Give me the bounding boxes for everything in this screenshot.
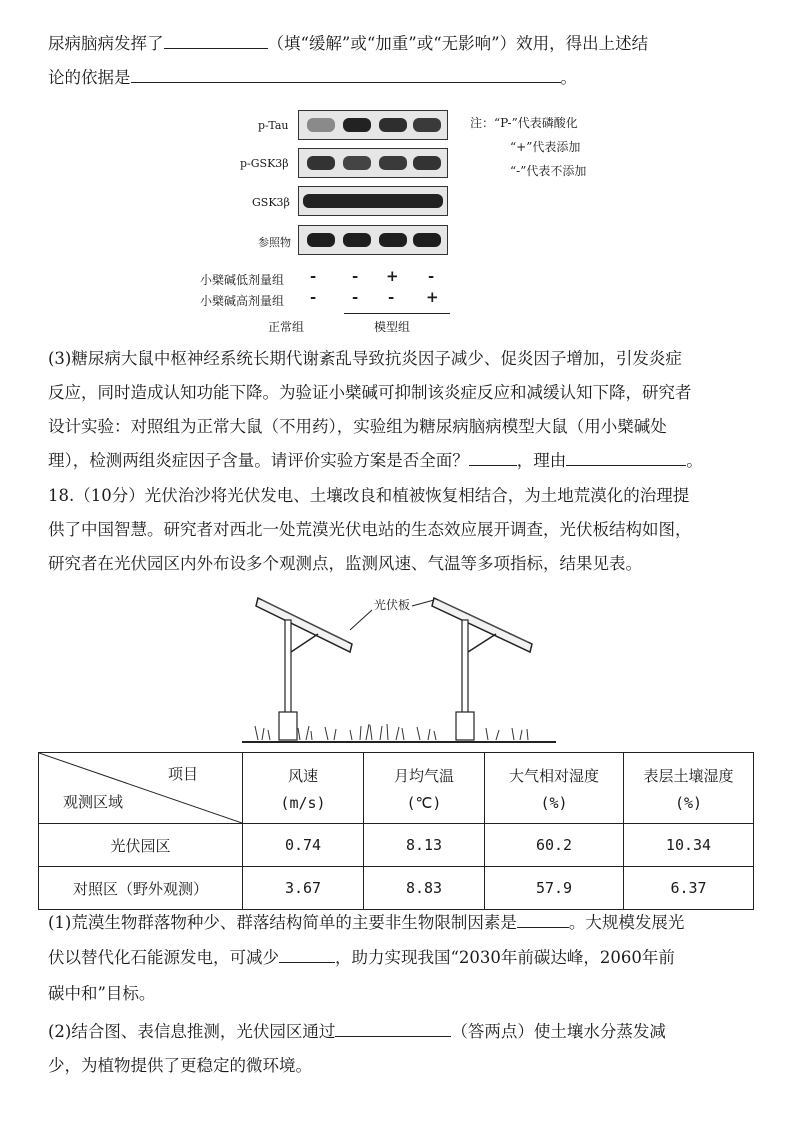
blot-band bbox=[303, 194, 443, 208]
text-fragment: 。 bbox=[686, 451, 703, 470]
value-cell: 6.37 bbox=[624, 867, 754, 910]
table-corner-cell bbox=[39, 753, 243, 824]
blot-band bbox=[413, 118, 441, 132]
question-text: 设计实验：对照组为正常大鼠（不用药），实验组为糖尿病脑病模型大鼠（用小檗碱处 bbox=[48, 417, 667, 436]
blot-strip bbox=[298, 148, 448, 178]
column-header bbox=[243, 753, 364, 824]
text-line bbox=[48, 913, 684, 933]
blot-band bbox=[379, 118, 407, 132]
text-fragment: (1)荒漠生物群落物种少、群落结构简单的主要非生物限制因素是 bbox=[48, 913, 517, 932]
value-cell: 0.74 bbox=[243, 824, 364, 867]
panel-brace bbox=[291, 634, 318, 652]
corner-bottom-label: 观测区域 bbox=[63, 793, 124, 811]
blot-band bbox=[379, 156, 407, 170]
value-cell: 8.13 bbox=[364, 824, 485, 867]
panel-post bbox=[285, 620, 291, 716]
panel-line bbox=[438, 600, 528, 642]
text-fragment: (2)结合图、表信息推测，光伏园区通过 bbox=[48, 1022, 336, 1041]
text-fragment: 。 bbox=[560, 68, 577, 87]
column-unit: (℃) bbox=[406, 793, 442, 812]
treatment-sign: - bbox=[310, 267, 317, 285]
column-unit: (%) bbox=[674, 793, 703, 812]
treatment-sign: + bbox=[426, 288, 439, 306]
label-leader bbox=[412, 600, 434, 606]
treatment-sign: + bbox=[386, 267, 399, 285]
solar-panel-label: 光伏板 bbox=[374, 598, 411, 612]
question-text: 碳中和”目标。 bbox=[48, 984, 156, 1003]
text-fragment: 。大规模发展光 bbox=[568, 913, 685, 932]
value-cell: 60.2 bbox=[485, 824, 624, 867]
blot-strip bbox=[298, 110, 448, 140]
text-line bbox=[48, 34, 648, 54]
blot-note: “-”代表不添加 bbox=[510, 164, 587, 178]
text-fragment: 伏以替代化石能源发电，可减少 bbox=[48, 948, 279, 967]
corner-top-label: 项目 bbox=[167, 765, 198, 783]
question-text: 供了中国智慧。研究者对西北一处荒漠光伏电站的生态效应展开调查，光伏板结构如图， bbox=[48, 520, 692, 539]
column-unit: (%) bbox=[540, 793, 568, 812]
blot-band bbox=[413, 156, 441, 170]
group-label: 模型组 bbox=[374, 320, 411, 334]
text-fragment: 论的依据是 bbox=[48, 68, 131, 87]
column-name: 风速 bbox=[287, 766, 318, 785]
panel-post bbox=[462, 620, 468, 716]
panel-base bbox=[456, 712, 474, 740]
column-name: 大气相对湿度 bbox=[508, 766, 599, 785]
treatment-sign: - bbox=[352, 288, 359, 306]
value-cell: 57.9 bbox=[485, 867, 624, 910]
text-fragment: （填“缓解”或“加重”或“无影响”）效用，得出上述结 bbox=[267, 34, 649, 53]
region-cell: 光伏园区 bbox=[39, 824, 243, 867]
question-text: (3)糖尿病大鼠中枢神经系统长期代谢紊乱导致抗炎因子减少、促炎因子增加，引发炎症 bbox=[48, 349, 682, 368]
question-text: 18.（10分）光伏治沙将光伏发电、土壤改良和植被恢复相结合，为土地荒漠化的治理提 bbox=[48, 486, 690, 505]
blot-band bbox=[343, 233, 371, 247]
blot-band bbox=[307, 233, 335, 247]
answer-blank[interactable] bbox=[164, 34, 268, 49]
treatment-sign: - bbox=[388, 288, 395, 306]
blot-band bbox=[413, 233, 441, 247]
solar-panel-right bbox=[432, 598, 532, 652]
blot-strip bbox=[298, 186, 448, 216]
blot-band bbox=[379, 233, 407, 247]
question-text: 少，为植物提供了更稳定的微环境。 bbox=[48, 1056, 312, 1075]
answer-blank[interactable] bbox=[279, 948, 335, 963]
column-header bbox=[624, 753, 754, 824]
column-header bbox=[485, 753, 624, 824]
text-line bbox=[48, 68, 577, 88]
text-fragment: （答两点）使土壤水分蒸发减 bbox=[451, 1022, 666, 1041]
table-header-row bbox=[39, 753, 754, 824]
text-line bbox=[48, 1022, 666, 1042]
blot-band bbox=[343, 156, 371, 170]
text-fragment: 尿病脑病发挥了 bbox=[48, 34, 164, 53]
blot-row-label: p-GSK3β bbox=[240, 157, 289, 170]
blot-band bbox=[343, 118, 371, 132]
blot-band bbox=[307, 118, 335, 132]
model-group-bracket bbox=[344, 313, 450, 314]
observation-table bbox=[38, 752, 754, 910]
blot-strip bbox=[298, 225, 448, 255]
panel-line bbox=[262, 600, 348, 642]
group-label: 正常组 bbox=[268, 320, 305, 334]
text-fragment: 理），检测两组炎症因子含量。请评价实验方案是否全面？ bbox=[48, 451, 469, 470]
text-fragment: ，理由 bbox=[516, 451, 567, 470]
text-line bbox=[48, 451, 703, 471]
question-text: 研究者在光伏园区内外布设多个观测点，监测风速、气温等多项指标，结果见表。 bbox=[48, 554, 642, 573]
text-line bbox=[48, 948, 675, 968]
answer-blank[interactable] bbox=[469, 451, 517, 466]
text-fragment: ，助力实现我国“2030年前碳达峰，2060年前 bbox=[335, 948, 675, 967]
column-name: 表层土壤湿度 bbox=[643, 766, 734, 785]
answer-blank[interactable] bbox=[131, 68, 561, 83]
column-unit: (m/s) bbox=[280, 793, 326, 812]
answer-blank[interactable] bbox=[566, 451, 686, 466]
solar-panel-drawing bbox=[0, 590, 800, 750]
answer-blank[interactable] bbox=[335, 1022, 451, 1037]
table-row bbox=[39, 867, 754, 910]
column-header bbox=[364, 753, 485, 824]
blot-row-label: p-Tau bbox=[258, 119, 289, 132]
value-cell: 3.67 bbox=[243, 867, 364, 910]
value-cell: 10.34 bbox=[624, 824, 754, 867]
blot-band bbox=[307, 156, 335, 170]
question-text: 反应，同时造成认知功能下降。为验证小檗碱可抑制该炎症反应和减缓认知下降，研究者 bbox=[48, 383, 692, 402]
column-name: 月均气温 bbox=[393, 766, 454, 785]
treatment-sign: - bbox=[428, 267, 435, 285]
panel-brace bbox=[468, 634, 496, 652]
blot-note: “+”代表添加 bbox=[510, 140, 581, 154]
treatment-label: 小檗碱低剂量组 bbox=[200, 273, 285, 287]
blot-note: 注：“P-”代表磷酸化 bbox=[470, 116, 578, 130]
panel-base bbox=[279, 712, 297, 740]
blot-row-label: 参照物 bbox=[258, 236, 291, 249]
treatment-sign: - bbox=[310, 288, 317, 306]
label-leader bbox=[350, 610, 372, 630]
blot-row-label: GSK3β bbox=[252, 196, 290, 209]
table-row bbox=[39, 824, 754, 867]
treatment-sign: - bbox=[352, 267, 359, 285]
answer-blank[interactable] bbox=[517, 913, 569, 928]
value-cell: 8.83 bbox=[364, 867, 485, 910]
treatment-label: 小檗碱高剂量组 bbox=[200, 294, 285, 308]
corner-diagonal bbox=[39, 753, 242, 823]
region-cell: 对照区（野外观测） bbox=[39, 867, 243, 910]
